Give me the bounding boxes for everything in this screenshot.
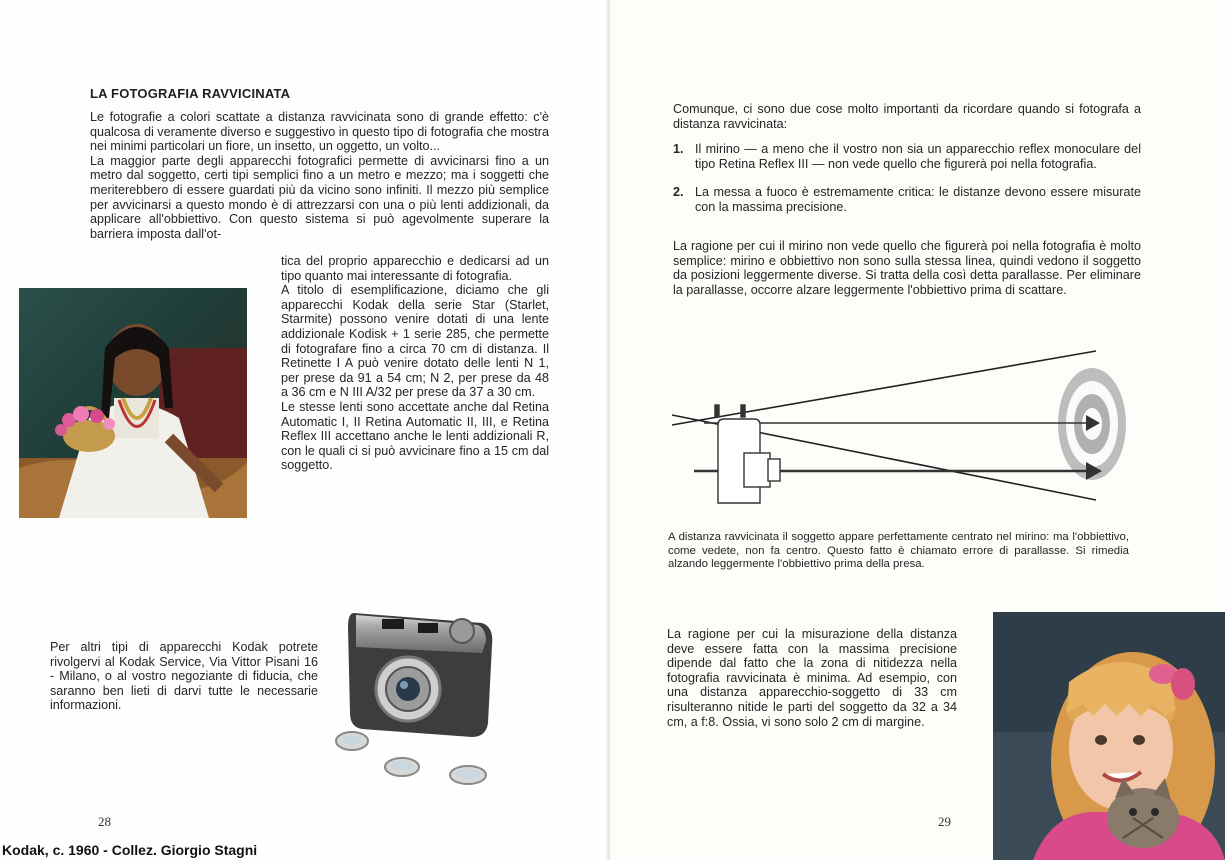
intro-paragraph (90, 110, 549, 241)
right-intro: Comunque, ci sono due cose molto importanti da ricordare quando si fotografa a distanza ravvicinata: (673, 102, 1141, 131)
para-4: Le stesse lenti sono accettate anche dal Retina Automatic I, II Retina Automatic II, III, e Retina Reflex III accettano anche le lenti addizionali R, con le quali ci si può avvicinare fino a 15 cm dal soggetto. (281, 399, 549, 473)
camera-icon (715, 405, 780, 503)
page-number-right: 29 (938, 814, 951, 829)
girl-with-flowers-photo (19, 288, 247, 518)
parallax-diagram (668, 345, 1138, 510)
right-page (610, 0, 1225, 860)
point-1 (673, 142, 1141, 171)
points-list (673, 142, 1141, 228)
focus-paragraph: La ragione per cui la misurazione della distanza deve essere fatta con la massima precisione dipende dal fatto che la zona di nitidezza nella fotografia ravvicinata è minima. Ad esempio, con una distanza apparecchio-soggetto di 33 cm risulteranno nitide le parti del soggetto da 32 a 34 cm, a f:8. Ossia, vi sono solo 2 cm di margine. (667, 627, 957, 729)
diagram-caption: A distanza ravvicinata il soggetto appare perfettamente centrato nel mirino: ma l'obbiettivo, come vedete, non fa centro. Questo fatto è chiamato errore di parallasse. Si rimedia alzando leggermente l'obbiettivo prima della presa. (668, 531, 1129, 571)
girl-with-kitten-photo (993, 612, 1225, 860)
collection-credit: Kodak, c. 1960 - Collez. Giorgio Stagni (2, 842, 258, 858)
point-text: Il mirino — a meno che il vostro non sia un apparecchio reflex monoculare del tipo Retina Reflex III — non vede quello che figurerà poi nella fotografia. (695, 142, 1141, 171)
para-2: La maggior parte degli apparecchi fotografici permette di avvicinarsi fino a un metro dal soggetto, certi tipi semplici fino a un metro e mezzo; ma i soggetti che meriterebbero di essere guardati più da vicino sono infiniti. Il mezzo più semplice per avvicinarsi a questo mondo è di attrezzarsi con una o più lenti addizionali, da applicare all'obbiettivo. Con questo sistema si può agevolmente superare la barriera imposta dall'ot- (90, 153, 549, 241)
kodak-service-paragraph: Per altri tipi di apparecchi Kodak potrete rivolgervi al Kodak Service, Via Vittor Pisani 16 - Milano, o al vostro negoziante di fiducia, che saranno ben lieti di darvi tutte le necessarie informazioni. (50, 640, 318, 713)
page-number-left: 28 (98, 814, 111, 829)
point-text: La messa a fuoco è estremamente critica: le distanze devono essere misurate con la massima precisione. (695, 185, 1141, 214)
page-title: LA FOTOGRAFIA RAVVICINATA (90, 86, 291, 101)
para-2-continued: tica del proprio apparecchio e dedicarsi ad un tipo quanto mai interessante di fotografia. (281, 254, 549, 283)
point-number: 1. (673, 142, 684, 156)
parallax-paragraph: La ragione per cui il mirino non vede quello che figurerà poi nella fotografia è molto semplice: mirino e obbiettivo non sono sulla stessa linea, quindi vedono il soggetto da posizioni leggermente diverse. Si tratta della così detta parallasse. Per eliminare la parallasse, occorre alzare leggermente l'obbiettivo prima di scattare. (673, 239, 1141, 297)
left-page (0, 0, 610, 860)
point-2 (673, 185, 1141, 214)
lens-paragraph (281, 254, 549, 473)
para-1: Le fotografie a colori scattate a distanza ravvicinata sono di grande effetto: c'è qualcosa di veramente diverso e suggestivo in questo tipo di fotografia che mostra nei minimi particolari un fiore, un insetto, un oggetto, un volto... (90, 110, 549, 154)
point-number: 2. (673, 185, 684, 200)
para-3: A titolo di esemplificazione, diciamo che gli apparecchi Kodak della serie Star (Starlet, Starmite) possono venire dotati di una lente addizionale Kodisk + 1 serie 285, che permette di fotografare fino a circa 70 cm di distanza. Il Retinette I A può venire dotato delle lenti N 1, per prese da 91 a 54 cm; N 2, per prese da 48 a 36 cm e N III A/32 per prese da 37 a 30 cm. (281, 283, 549, 400)
camera-with-lenses-illustration (322, 605, 502, 790)
